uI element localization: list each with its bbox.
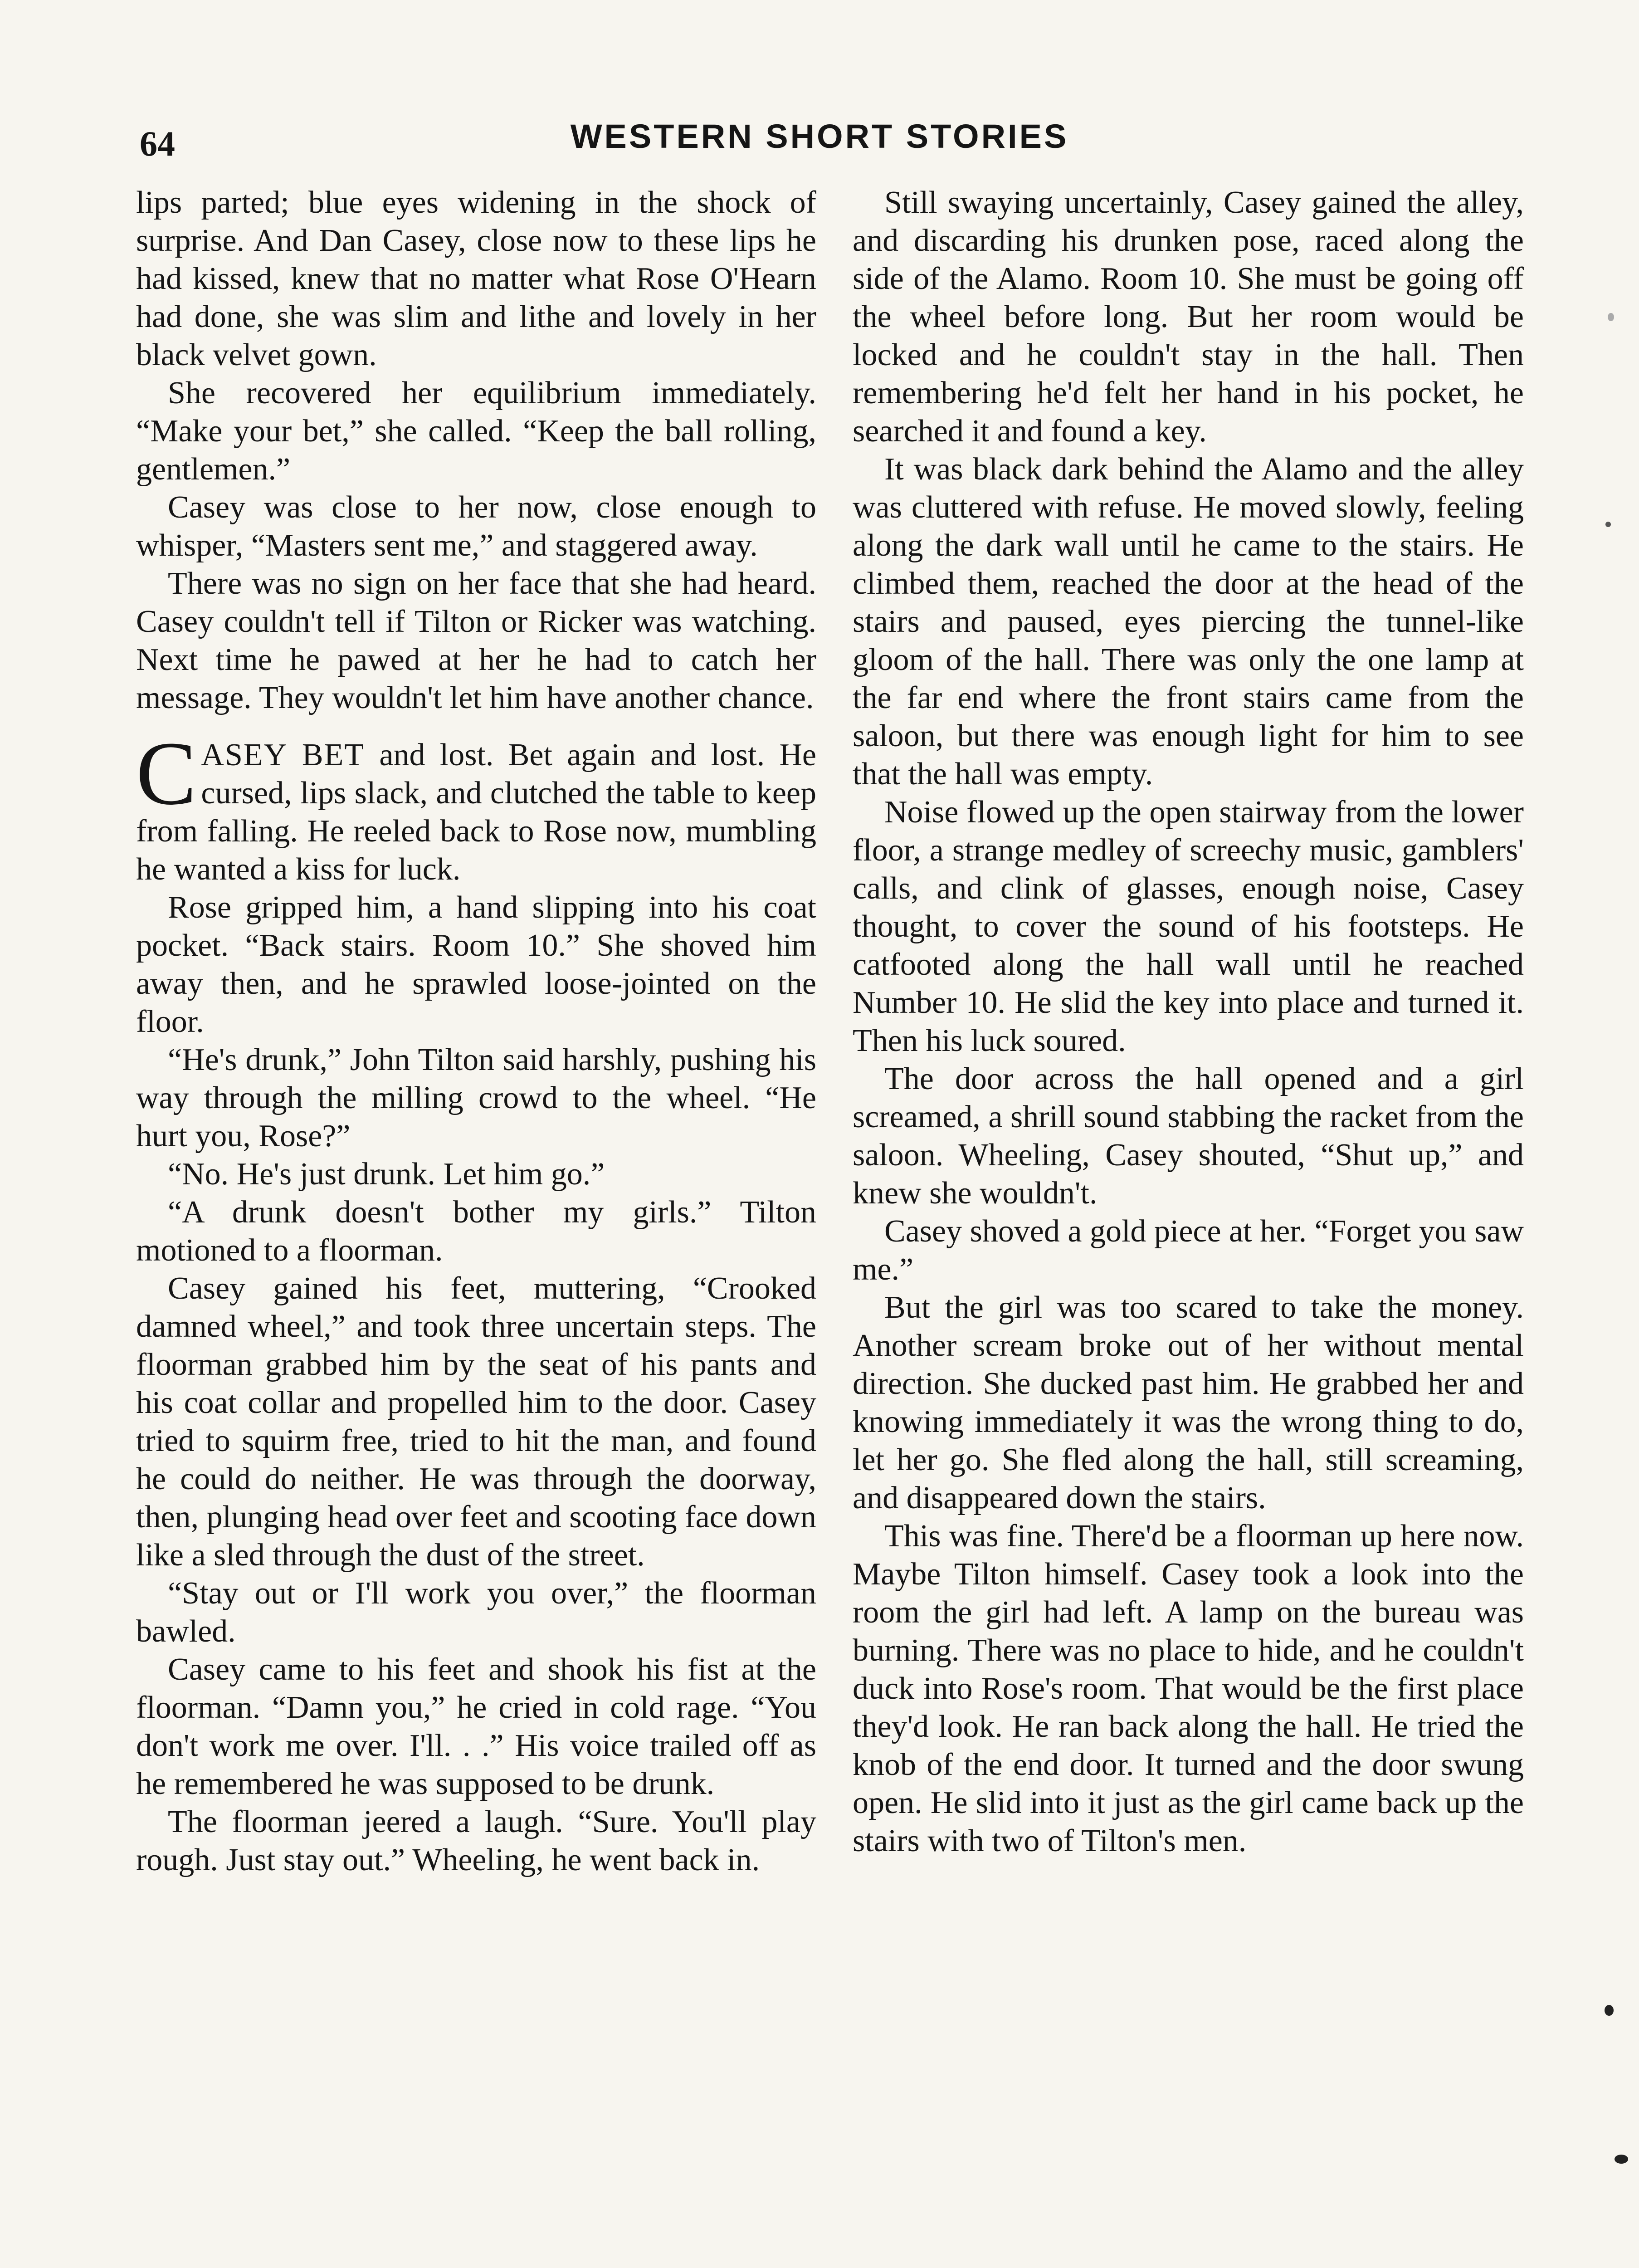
- paragraph: lips parted; blue eyes widening in the shock of surprise. And Dan Casey, close now to these lips he had kissed, knew that no matter what Rose O'Hearn had done, she was slim and lithe and lovely in her black velvet gown.: [136, 185, 816, 372]
- print-speck: [1605, 522, 1611, 527]
- paragraph: She recovered her equilibrium immediately. “Make your bet,” she called. “Keep the ball rolling, gentlemen.”: [136, 376, 816, 487]
- running-title: WESTERN SHORT STORIES: [570, 117, 1069, 155]
- paragraph: Casey shoved a gold piece at her. “Forget you saw me.”: [853, 1214, 1524, 1287]
- paragraph-text: and lost. Bet again and lost. He cursed, lips slack, and clutched the table to keep from falling. He reeled back to Rose now, mumbling he wanted a kiss for luck.: [136, 738, 816, 887]
- paragraph: “Stay out or I'll work you over,” the floorman bawled.: [136, 1576, 816, 1649]
- drop-cap: C: [136, 723, 197, 824]
- right-column: [853, 184, 1524, 1860]
- paragraph: Rose gripped him, a hand slipping into his coat pocket. “Back stairs. Room 10.” She shoved him away then, and he sprawled loose-jointed on the floor.: [136, 890, 816, 1039]
- section-opening-paragraph: [136, 723, 816, 889]
- paragraph: Noise flowed up the open stairway from the lower floor, a strange medley of screechy music, gamblers' calls, and clink of glasses, enough noise, Casey thought, to cover the sound of his footsteps. He catfooted along the hall wall until he reached Number 10. He slid the key into place and turned it. Then his luck soured.: [853, 795, 1524, 1058]
- paragraph: The floorman jeered a laugh. “Sure. You'll play rough. Just stay out.” Wheeling, he went back in.: [136, 1804, 816, 1877]
- small-caps-lead: ASEY BET: [201, 738, 365, 772]
- paragraph: The door across the hall opened and a girl screamed, a shrill sound stabbing the racket from the saloon. Wheeling, Casey shouted, “Shut up,” and knew she wouldn't.: [853, 1061, 1524, 1211]
- paragraph: There was no sign on her face that she had heard. Casey couldn't tell if Tilton or Ricker was watching. Next time he pawed at her he had to catch her message. They wouldn't let him have another chance.: [136, 566, 816, 715]
- paragraph: “He's drunk,” John Tilton said harshly, pushing his way through the milling crowd to the wheel. “He hurt you, Rose?”: [136, 1042, 816, 1154]
- paragraph: Casey came to his feet and shook his fist at the floorman. “Damn you,” he cried in cold rage. “You don't work me over. I'll. . .” His voice trailed off as he remembered he was supposed to be drunk.: [136, 1652, 816, 1801]
- paragraph: Casey was close to her now, close enough to whisper, “Masters sent me,” and staggered away.: [136, 490, 816, 563]
- paragraph: This was fine. There'd be a floorman up here now. Maybe Tilton himself. Casey took a look into the room the girl had left. A lamp on the bureau was burning. There was no place to hide, and he couldn't duck into Rose's room. That would be the first place they'd look. He ran back along the hall. He tried the knob of the end door. It turned and the door swung open. He slid into it just as the girl came back up the stairs with two of Tilton's men.: [853, 1519, 1524, 1858]
- paragraph: Casey gained his feet, muttering, “Crooked damned wheel,” and took three uncertain steps. The floorman grabbed him by the seat of his pants and his coat collar and propelled him to the door. Casey tried to squirm free, tried to hit the man, and found he could do neither. He was through the doorway, then, plunging head over feet and scooting face down like a sled through the dust of the street.: [136, 1271, 816, 1573]
- left-column: [136, 184, 816, 1879]
- paragraph: But the girl was too scared to take the money. Another scream broke out of her without mental direction. She ducked past him. He grabbed her and knowing immediately it was the wrong thing to do, let her go. She fled along the hall, still screaming, and disappeared down the stairs.: [853, 1290, 1524, 1515]
- print-speck: [1608, 313, 1614, 321]
- print-speck: [1605, 2005, 1614, 2016]
- paragraph: It was black dark behind the Alamo and the alley was cluttered with refuse. He moved slowly, feeling along the dark wall until he came to the stairs. He climbed them, reached the door at the head of the stairs and paused, eyes piercing the tunnel-like gloom of the hall. There was only the one lamp at the far end where the front stairs came from the saloon, but there was enough light for him to see that the hall was empty.: [853, 452, 1524, 792]
- print-speck: [1615, 2155, 1628, 2164]
- paragraph: “No. He's just drunk. Let him go.”: [168, 1157, 605, 1192]
- paragraph: “A drunk doesn't bother my girls.” Tilton motioned to a floorman.: [136, 1195, 816, 1268]
- paragraph: Still swaying uncertainly, Casey gained the alley, and discarding his drunken pose, raced along the side of the Alamo. Room 10. She must be going off the wheel before long. But her room would be locked and he couldn't stay in the hall. Then remembering he'd felt her hand in his pocket, he searched it and found a key.: [853, 185, 1524, 449]
- page-number: 64: [140, 124, 175, 163]
